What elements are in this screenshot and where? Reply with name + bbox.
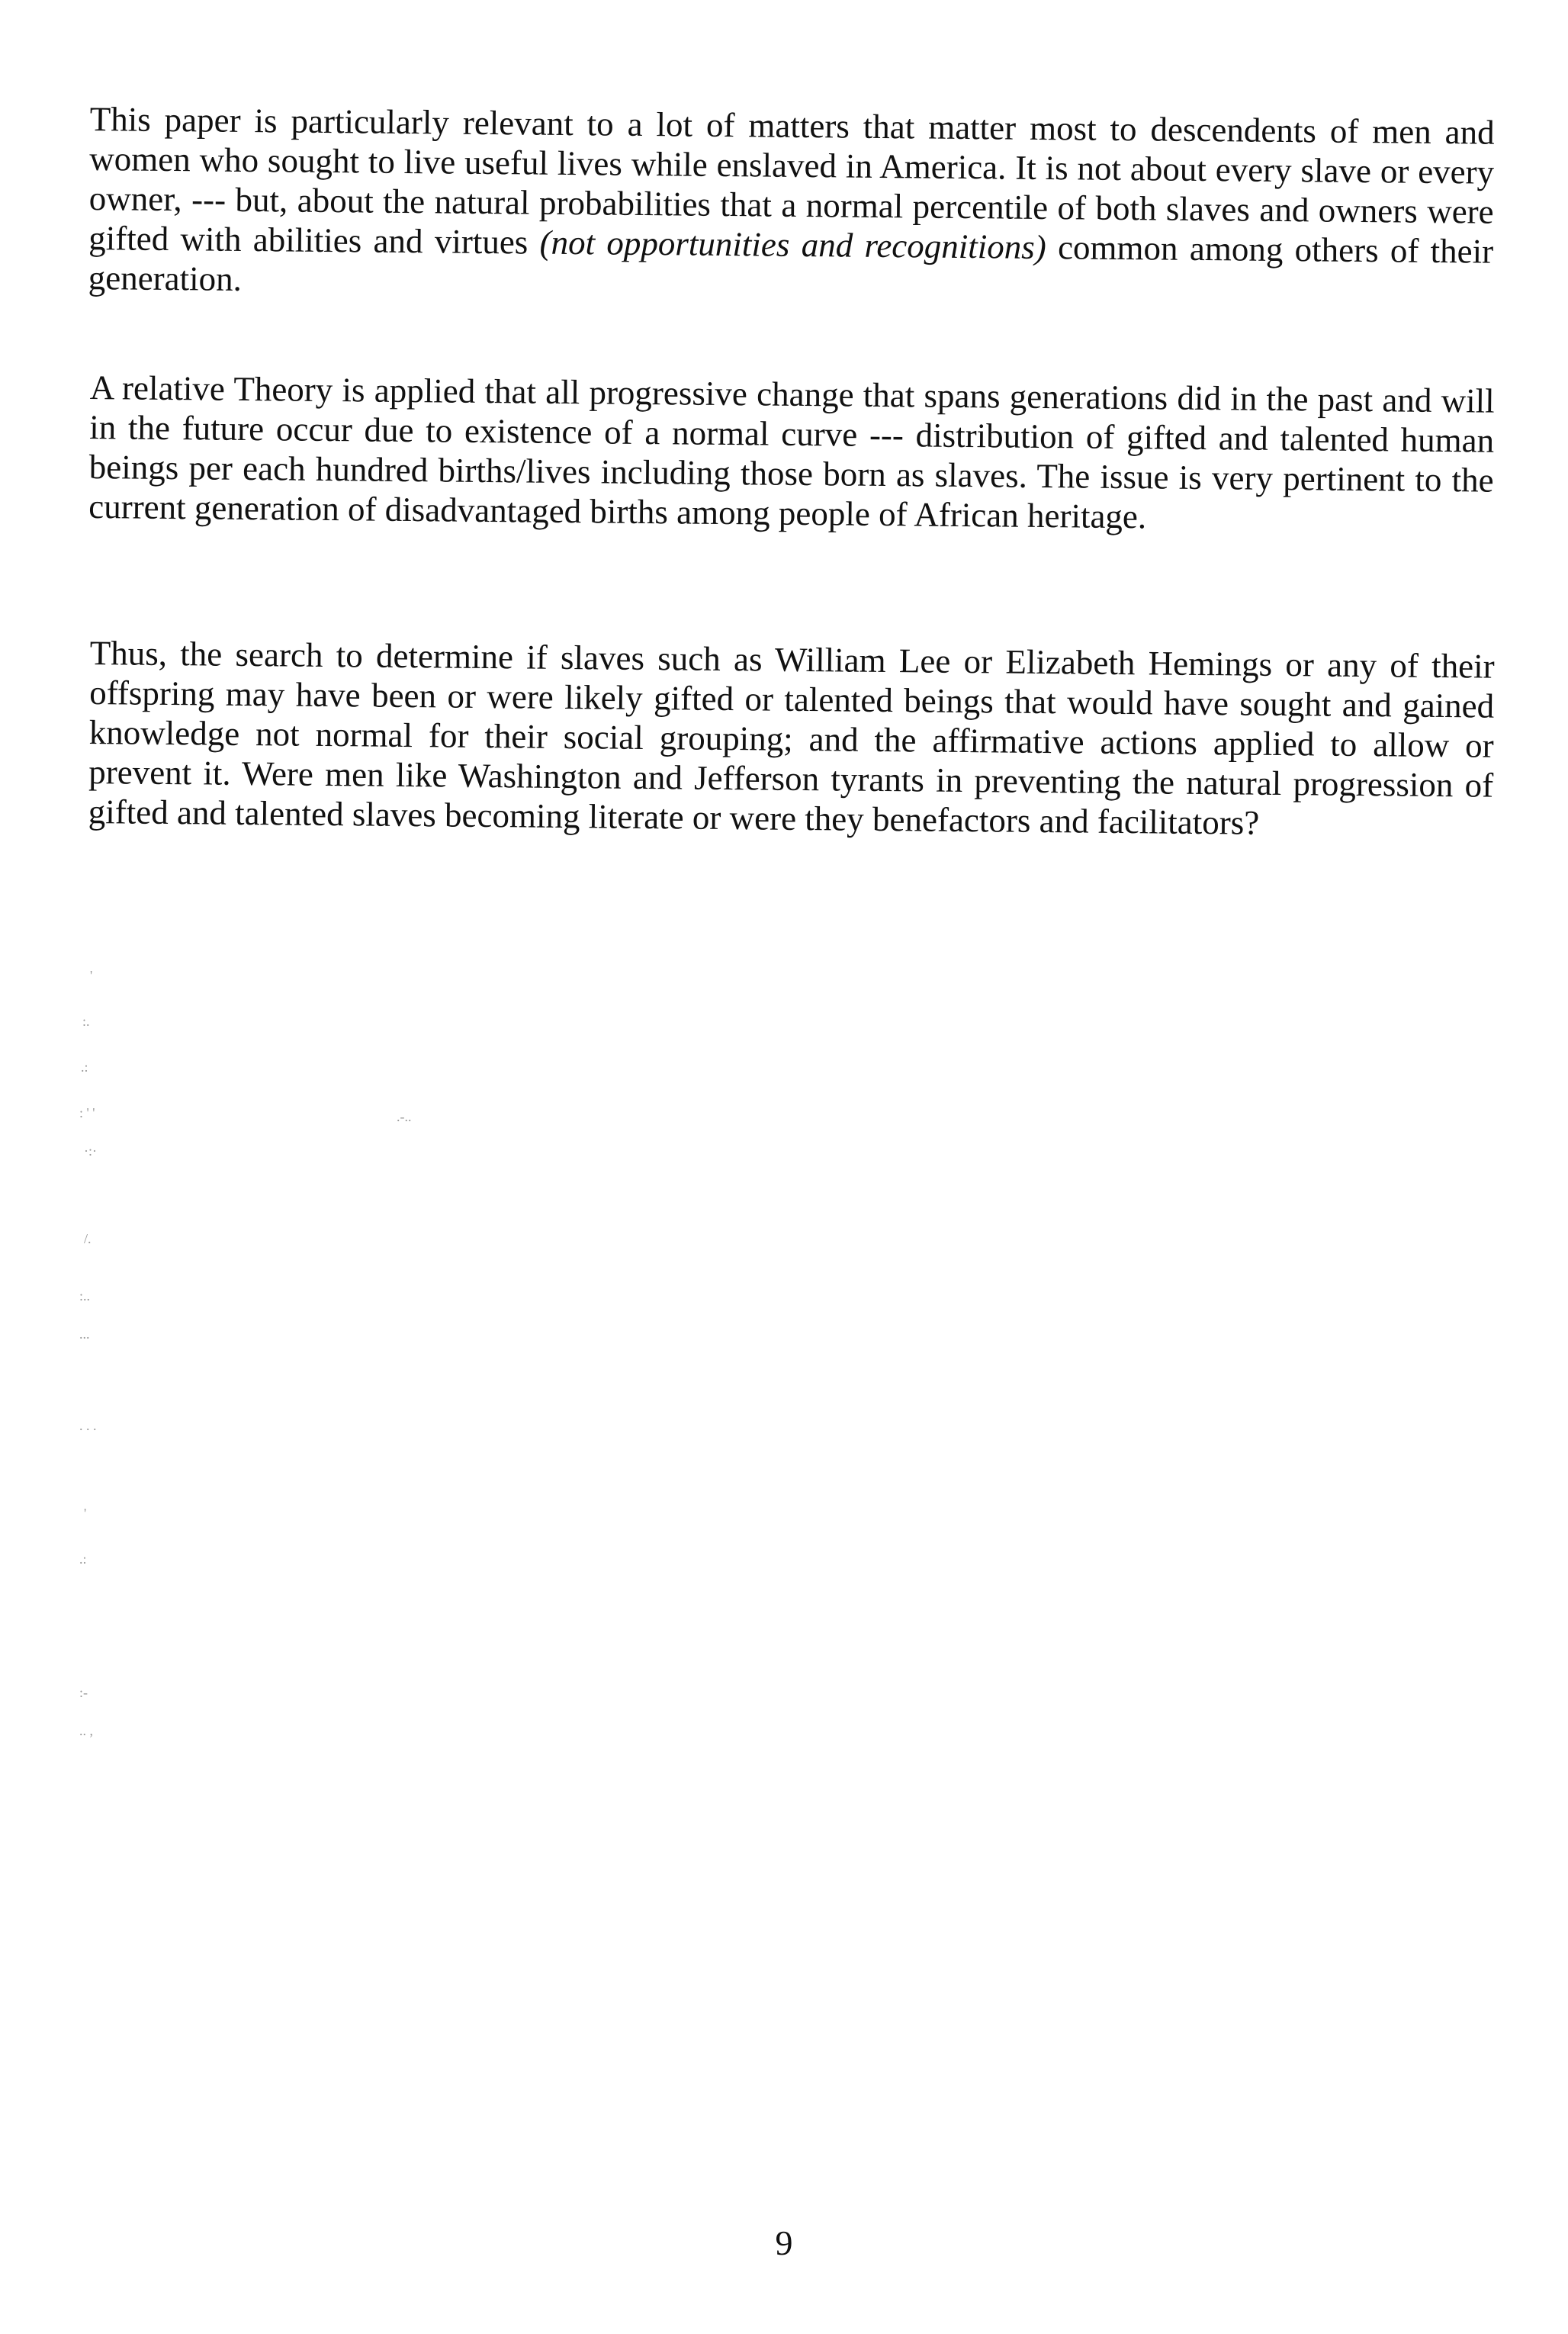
paragraph-relevance [88, 99, 1495, 311]
paragraph-relevance-ending: common among others of their generation. [88, 228, 1494, 298]
document-page: This paper is particularly relevant to a lot of matters that matter most to descendents of men and women who sought to live useful lives while enslaved in America. It is not about every slave or every owner, --- but, about the natural probabilities that a normal percentile of both slaves and owners were gifted with abilities and virtues (not opportunities and recognitions) common among others of their generation. A relative Theory is applied that all progressive change that spans generations did in the past and will in the future occur due to existence of a normal curve --- distribution of gifted and talented human beings per each hundred births/lives including those born as slaves. The issue is very pertinent to the current generation of disadvantaged births among people of African heritage. Thus, the search to determine if slaves such as William Lee or Elizabeth Hemings or any of their offspring may have been or were likely gifted or talented beings that would have sought and gained knowledge not normal for their social grouping; and the affirmative actions applied to allow or prevent it. Were men like Washington and Jefferson tyrants in preventing the natural progression of gifted and talented slaves becoming literate or were they benefactors and facilitators? ' :. .: : ' ' .-.. ·:· /. :.. ... . . . ' .: :- .. , 9 [0, 0, 1568, 2334]
paragraph-relevance-text: This paper is particularly relevant to a lot of matters that matter most to descendents of men and women who sought to live useful lives while enslaved in America. It is not about every slave or every owner, --- but, about the natural probabilities that a normal percentile of both slaves and owners were gifted with abilities and virtues [88, 99, 1495, 262]
paragraph-relevance-italic-phrase: (not opportunities and recognitions) [539, 223, 1047, 267]
paragraph-search: Thus, the search to determine if slaves such as William Lee or Elizabeth Hemings or any of their offspring may have been or were likely gifted or talented beings that would have sought and gained knowledge not normal for their social grouping; and the affirmative actions applied to allow or prevent it. Were men like Washington and Jefferson tyrants in preventing the natural progression of gifted and talented slaves becoming literate or were they benefactors and facilitators? [88, 633, 1495, 842]
page-number: 9 [775, 2223, 793, 2262]
paragraph-theory: A relative Theory is applied that all progressive change that spans generations did in the past and will in the future occur due to existence of a normal curve --- distribution of gifted and talented human beings per each hundred births/lives including those born as slaves. The issue is very pertinent to the current generation of disadvantaged births among people of African heritage. [88, 368, 1495, 536]
